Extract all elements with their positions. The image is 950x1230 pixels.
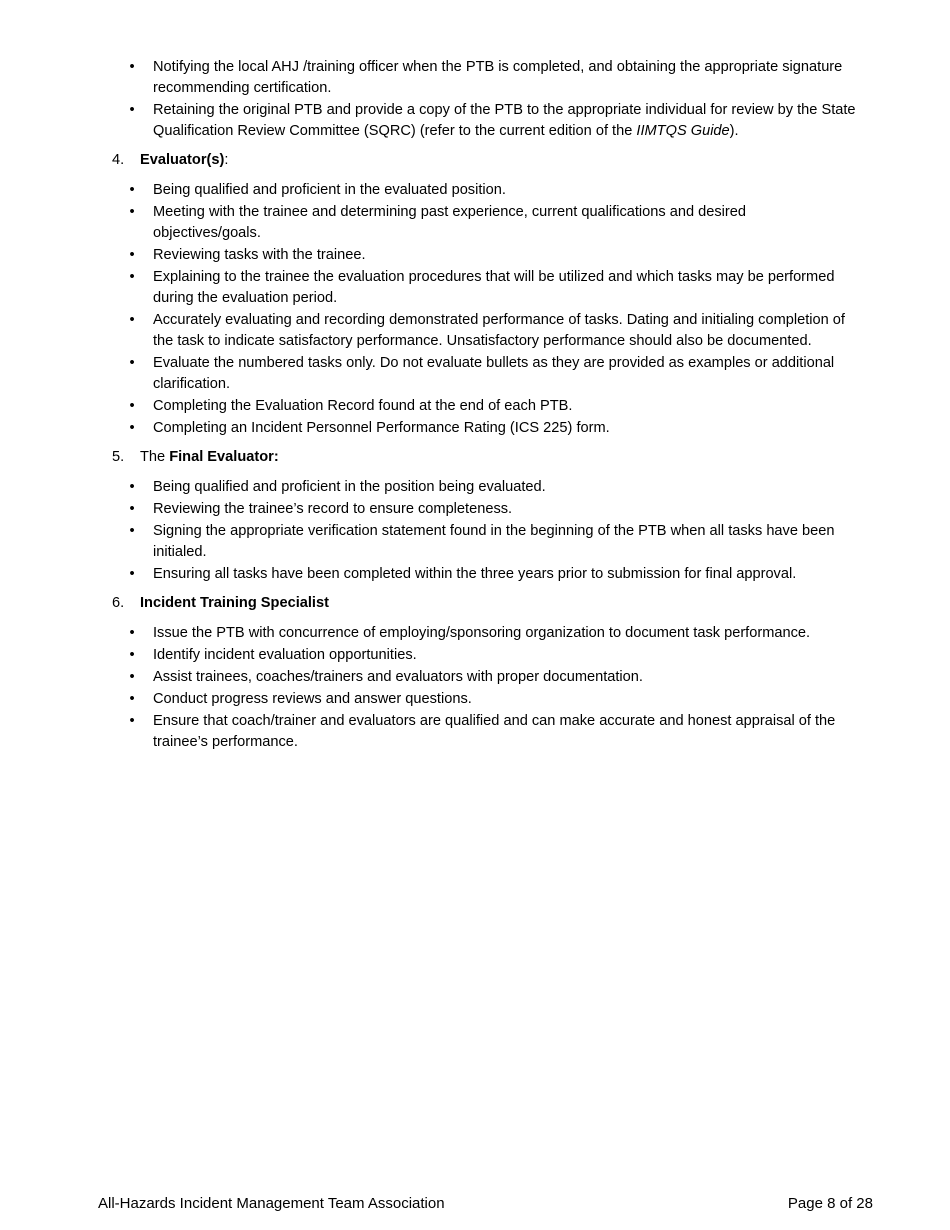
bullet-icon: • [129,420,135,436]
section-number: 4. [112,152,125,168]
bullet-icon: • [129,398,135,414]
section-list [112,623,857,753]
list-item-text: Identify incident evaluation opportunities. [153,647,417,663]
bullet-icon: • [129,312,135,328]
bullet-icon: • [129,59,135,75]
list-item-text: Reviewing tasks with the trainee. [153,247,366,263]
bullet-icon: • [129,713,135,729]
list-item-text: Reviewing the trainee’s record to ensure completeness. [153,501,513,517]
list-item-text-end: ). [729,123,739,139]
list-item-text: Being qualified and proficient in the position being evaluated. [153,479,546,495]
list-item [112,100,857,142]
list-item-text: Meeting with the trainee and determining past experience, current qualifications and desired objectives/goals. [153,204,747,241]
list-item [112,418,857,439]
list-item-text: Issue the PTB with concurrence of employing/sponsoring organization to document task performance. [153,625,811,641]
list-item-text: Assist trainees, coaches/trainers and evaluators with proper documentation. [153,669,643,685]
section-suffix: : [224,152,229,168]
footer-organization: All-Hazards Incident Management Team Association [98,1195,445,1212]
list-item [112,310,857,352]
document-body [112,57,857,754]
list-item [112,564,857,585]
section-number: 5. [112,449,125,465]
bullet-icon: • [129,625,135,641]
list-item [112,667,857,688]
section-title: Incident Training Specialist [140,595,329,611]
list-item-text: Accurately evaluating and recording demonstrated performance of tasks. Dating and initialing completion of the task to indicate satisfactory performance. Unsatisfactory performance should also be documented. [153,312,845,349]
bullet-icon: • [129,669,135,685]
list-item-text: Ensure that coach/trainer and evaluators are qualified and can make accurate and honest appraisal of the trainee’s performance. [153,713,836,750]
bullet-icon: • [129,566,135,582]
bullet-icon: • [129,182,135,198]
list-item [112,477,857,498]
list-item [112,202,857,244]
list-item-text: Explaining to the trainee the evaluation procedures that will be utilized and which tasks may be performed during the evaluation period. [153,269,835,306]
bullet-icon: • [129,647,135,663]
list-item [112,353,857,395]
list-item [112,245,857,266]
section-heading [112,447,857,468]
list-item-text: Completing the Evaluation Record found at the end of each PTB. [153,398,573,414]
section-heading [112,150,857,171]
bullet-icon: • [129,269,135,285]
page-number: Page 8 of 28 [787,1195,873,1212]
list-item [112,689,857,710]
list-item [112,396,857,417]
section-list [112,477,857,585]
bullet-icon: • [129,247,135,263]
section-number: 6. [112,595,125,611]
list-item-text: Notifying the local AHJ /training officer when the PTB is completed, and obtaining the appropriate signature recommending certification. [153,59,843,96]
list-item-text-start: Retaining the original PTB and provide a copy of the PTB to the appropriate individual for review by the State Qualification Review Committee (SQRC) (refer to the current edition of the [153,102,856,139]
list-item [112,267,857,309]
section-prefix: The [140,449,170,465]
section-list [112,180,857,439]
section-title: Final Evaluator: [169,449,279,465]
list-item [112,521,857,563]
bullet-icon: • [129,479,135,495]
section-title: Evaluator(s) [140,152,225,168]
list-item-text: Conduct progress reviews and answer questions. [153,691,472,707]
list-item [112,645,857,666]
list-item [112,711,857,753]
intro-list [112,57,857,142]
section-heading [112,593,857,614]
guide-title: IIMTQS Guide [636,123,730,139]
bullet-icon: • [129,102,135,118]
list-item [112,57,857,99]
list-item-text: Completing an Incident Personnel Performance Rating (ICS 225) form. [153,420,610,436]
list-item-text: Evaluate the numbered tasks only. Do not evaluate bullets as they are provided as examples or additional clarification. [153,355,835,392]
bullet-icon: • [129,501,135,517]
list-item [112,623,857,644]
list-item-text: Being qualified and proficient in the evaluated position. [153,182,506,198]
bullet-icon: • [129,523,135,539]
list-item [112,499,857,520]
bullet-icon: • [129,691,135,707]
list-item-text: Signing the appropriate verification statement found in the beginning of the PTB when all tasks have been initialed. [153,523,835,560]
bullet-icon: • [129,204,135,220]
list-item-text: Ensuring all tasks have been completed within the three years prior to submission for final approval. [153,566,797,582]
list-item [112,180,857,201]
bullet-icon: • [129,355,135,371]
